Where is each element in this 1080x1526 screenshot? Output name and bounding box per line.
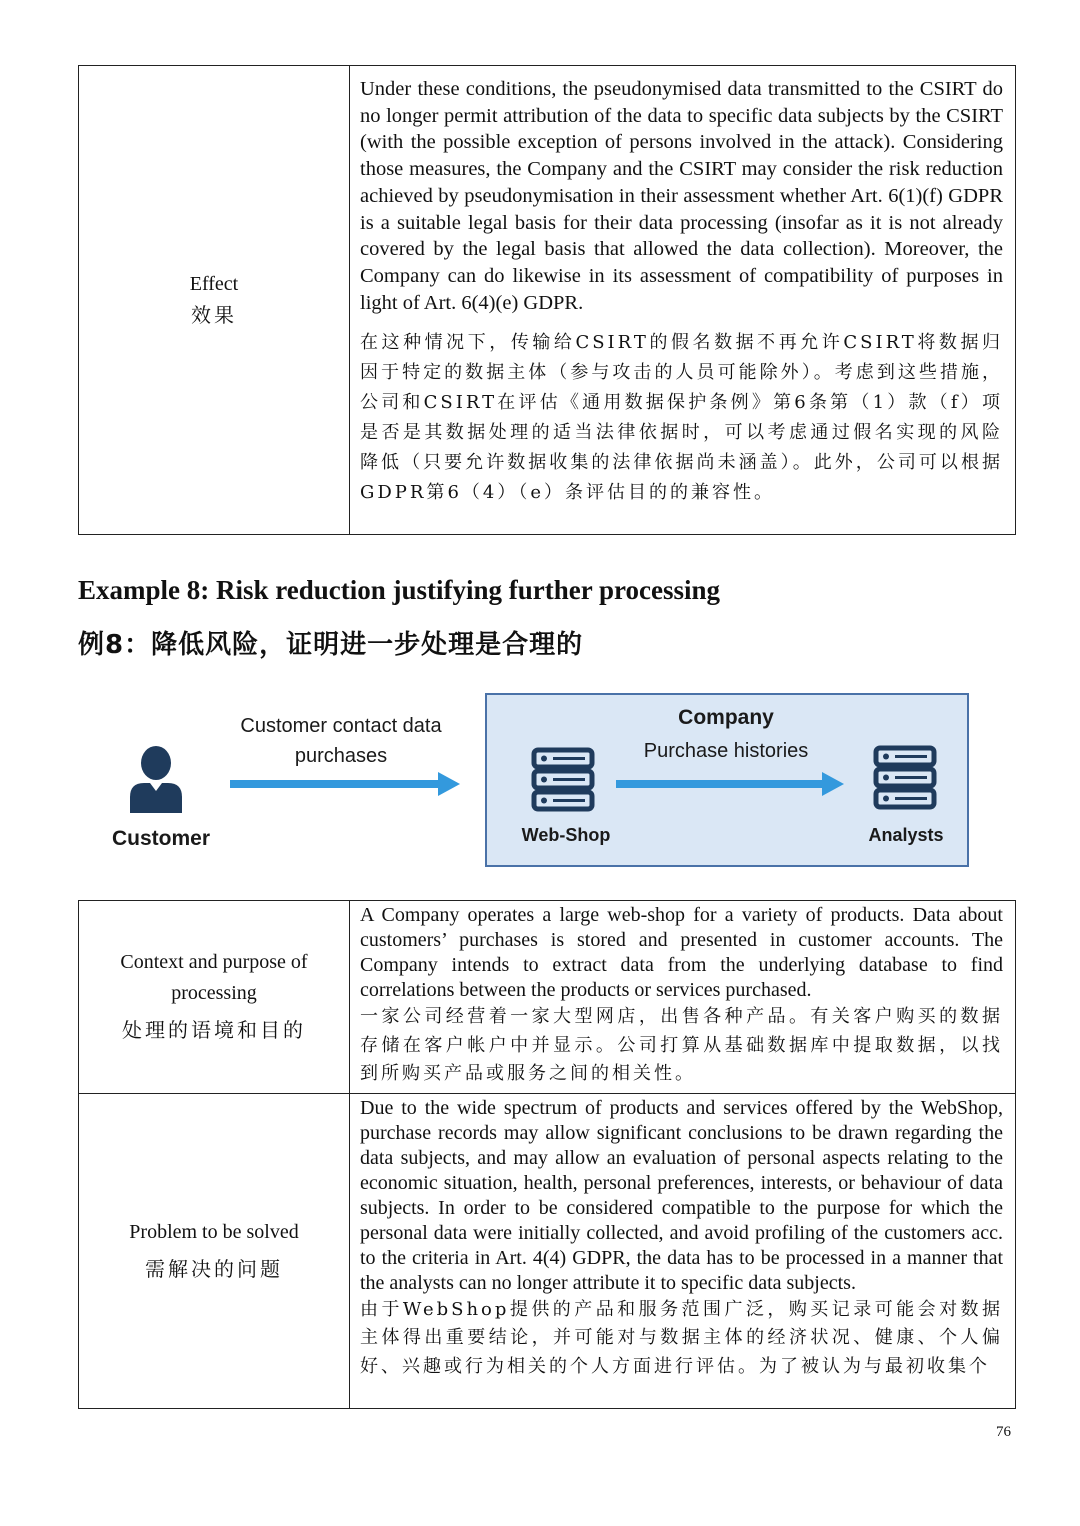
section-heading-en: Example 8: Risk reduction justifying further processing bbox=[78, 575, 721, 605]
table-row bbox=[79, 1093, 1016, 1408]
content-zh: 在这种情况下，传输给CSIRT的假名数据不再允许CSIRT将数据归因于特定的数据主体（参与攻击的人员可能除外）。考虑到这些措施，公司和CSIRT在评估《通用数据保护条例》第6条第（1）款（f）项是否是其数据处理的适当法律依据时，可以考虑通过假名实现的风险降低（只要允许数据收集的法律依据尚未涵盖）。此外，公司可以根据GDPR第6（4）（e）条评估目的的兼容性。 bbox=[360, 332, 1003, 504]
section-heading-zh: 例8：降低风险，证明进一步处理是合理的 bbox=[78, 630, 584, 660]
label-zh: 效果 bbox=[191, 303, 237, 327]
label-zh: 需解决的问题 bbox=[145, 1256, 283, 1281]
content-en: A Company operates a large web-shop for a variety of products. Data about customers’ purchases is stored and presented in customer accounts. The Company intends to extract data from the underlying database to find correlations between the products or services purchased. bbox=[360, 904, 1003, 1001]
data-flow-diagram bbox=[78, 690, 1016, 870]
customer-label: Customer bbox=[111, 827, 211, 850]
arrow1-label bbox=[226, 711, 456, 771]
analysts-server-icon bbox=[873, 745, 937, 811]
row-label bbox=[79, 66, 350, 535]
analysts-label: Analysts bbox=[868, 825, 944, 845]
customer-person-icon bbox=[128, 745, 184, 813]
row-content bbox=[350, 66, 1016, 535]
row-content bbox=[350, 901, 1016, 1094]
label-en: Effect bbox=[189, 273, 239, 295]
webshop-server-icon bbox=[531, 747, 595, 813]
label-zh: 处理的语境和目的 bbox=[122, 1018, 306, 1043]
content-en: Under these conditions, the pseudonymised data transmitted to the CSIRT do no longer permit attribution of the data to specific data subjects by the CSIRT (with the possible exception of persons involved in the attack). Considering those measures, the Company and the CSIRT may consider the risk reduction achieved by pseudonymisation in their assessment whether Art. 6(1)(f) GDPR is a suitable legal basis for their data processing (insofar as it is not already covered by the legal basis that allowed the data collection). Moreover, the Company can do likewise in its assessment of compatibility of purposes in light of Art. 6(4)(e) GDPR. bbox=[360, 78, 1003, 314]
content-en: Due to the wide spectrum of products and services offered by the WebShop, purchase records may allow significant conclusions to be drawn regarding the data subjects, and may allow an evaluation of personal aspects relating to the economic situation, health, personal preferences, interests, or behaviour of data subjects. In order to be considered compatible to the purpose for which the personal data were initially collected, and avoid profiling of the customers acc. to the criteria in Art. 4(4) GDPR, the data has to be processed in a manner that the analysts can no longer attribute it to specific data subjects. bbox=[360, 1096, 1003, 1294]
label-en: Problem to be solved bbox=[129, 1220, 299, 1243]
label-en: Context and purpose of processing bbox=[120, 951, 308, 1005]
arrow-right-icon bbox=[230, 772, 460, 796]
example8-table bbox=[78, 900, 1016, 1409]
webshop-label: Web-Shop bbox=[521, 825, 611, 845]
row-content bbox=[350, 1093, 1016, 1408]
arrow-right-icon bbox=[616, 772, 846, 796]
arrow1-label-line2: purchases bbox=[294, 745, 388, 767]
page-number: 76 bbox=[996, 1424, 1011, 1440]
table-row bbox=[79, 901, 1016, 1094]
effect-table bbox=[78, 65, 1016, 535]
row-label bbox=[79, 901, 350, 1094]
arrow2-label: Purchase histories bbox=[643, 740, 809, 762]
table-row bbox=[79, 66, 1016, 535]
content-zh: 一家公司经营着一家大型网店，出售各种产品。有关客户购买的数据存储在客户帐户中并显示。公司打算从基础数据库中提取数据，以找到所购买产品或服务之间的相关性。 bbox=[360, 1006, 1003, 1084]
content-zh: 由于WebShop提供的产品和服务范围广泛，购买记录可能会对数据主体得出重要结论，并可能对与数据主体的经济状况、健康、个人偏好、兴趣或行为相关的个人方面进行评估。为了被认为与最初收集个 bbox=[360, 1298, 1003, 1377]
company-title: Company bbox=[678, 706, 774, 729]
arrow1-label-line1: Customer contact data bbox=[240, 715, 442, 737]
row-label bbox=[79, 1093, 350, 1408]
